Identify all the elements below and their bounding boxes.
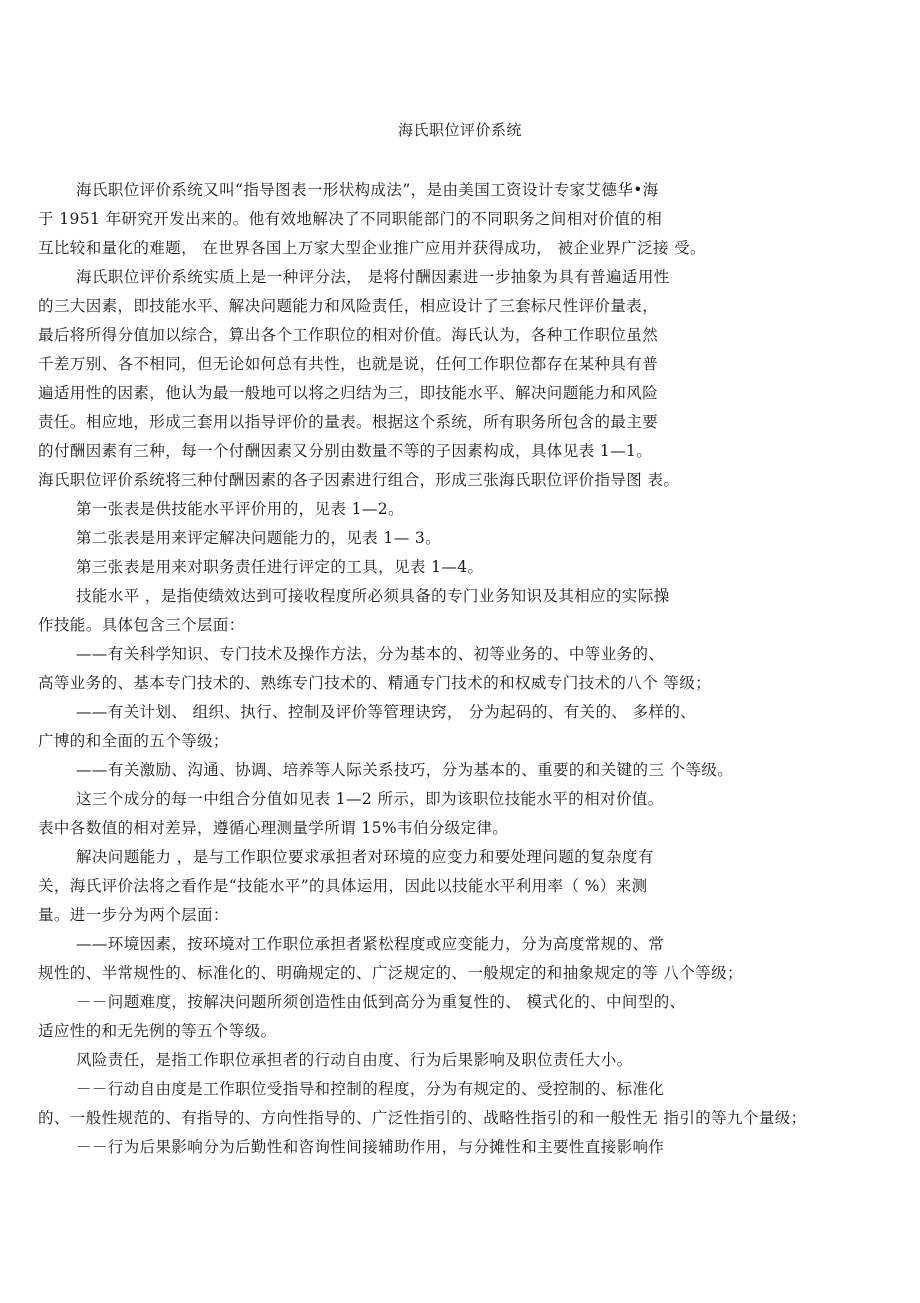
paragraph-line: 第一张表是供技能水平评价用的，见表 1—2。 (76, 500, 404, 518)
paragraph-line: 作技能。具体包含三个层面： (38, 616, 245, 634)
paragraph-line: 技能水平 ，是指使绩效达到可接收程度所必须具备的专门业务知识及其相应的实际操 (76, 587, 670, 605)
paragraph-line: 第三张表是用来对职务责任进行评定的工具，见表 1—4。 (76, 558, 484, 576)
paragraph-line: 的付酬因素有三种，每一个付酬因素又分别由数量不等的子因素构成，具体见表 1—1。 (38, 442, 653, 460)
paragraph-line: 遍适用性的因素，他认为最一般地可以将之归结为三，即技能水平、解决问题能力和风险 (38, 384, 659, 402)
paragraph-line: 海氏职位评价系统将三种付酬因素的各子因素进行组合，形成三张海氏职位评价指导图 表。 (38, 471, 680, 489)
paragraph-line: 的、一般性规范的、有指导的、方向性指导的、广泛性指引的、战略性指引的和一般性无 指引的等九个量级； (38, 1109, 807, 1127)
paragraph-line: ——有关激励、沟通、协调、培养等人际关系技巧，分为基本的、重要的和关键的三 个等级。 (76, 761, 734, 779)
paragraph-line: ——有关计划、 组织、执行、控制及评价等管理诀窍， 分为起码的、有关的、 多样的、 (76, 703, 697, 721)
paragraph-line: 表中各数值的相对差异，遵循心理测量学所谓 15%韦伯分级定律。 (38, 819, 509, 837)
paragraph-line: 高等业务的、基本专门技术的、熟练专门技术的、精通专门技术的和权威专门技术的八个 等级； (38, 674, 712, 692)
paragraph-line: 规性的、半常规性的、标准化的、明确规定的、广泛规定的、一般规定的和抽象规定的等 八个等级； (38, 964, 743, 982)
paragraph-line: 量。进一步分为两个层面： (38, 906, 229, 924)
paragraph-line: 于 1951 年研究开发出来的。他有效地解决了不同职能部门的不同职务之间相对价值的相 (38, 210, 663, 228)
paragraph-line: ——环境因素，按环境对工作职位承担者紧松程度或应变能力，分为高度常规的、常 (76, 935, 665, 953)
paragraph-line: 的三大因素，即技能水平、解决问题能力和风险责任，相应设计了三套标尺性评价量表， (38, 297, 659, 315)
paragraph-line: 关，海氏评价法将之看作是“技能水平”的具体运用，因此以技能水平利用率（ %）来测 (38, 877, 648, 895)
paragraph-line: 海氏职位评价系统实质上是一种评分法， 是将付酬因素进一步抽象为具有普遍适用性 (76, 268, 670, 286)
paragraph-line: 海氏职位评价系统又叫“指导图表一形状构成法”，是由美国工资设计专家艾德华•海 (76, 181, 659, 199)
paragraph-line: －－问题难度，按解决问题所须创造性由低到高分为重复性的、 模式化的、中间型的、 (76, 993, 686, 1011)
paragraph-line: 第二张表是用来评定解决问题能力的，见表 1— 3。 (76, 529, 442, 547)
paragraph-line: 风险责任，是指工作职位承担者的行动自由度、行为后果影响及职位责任大小。 (76, 1051, 633, 1069)
paragraph-line: 适应性的和无先例的等五个等级。 (38, 1022, 277, 1040)
paragraph-line: ——有关科学知识、专门技术及操作方法，分为基本的、初等业务的、中等业务的、 (76, 645, 665, 663)
paragraph-line: 解决问题能力 ，是与工作职位要求承担者对环境的应变力和要处理问题的复杂度有 (76, 848, 654, 866)
paragraph-line: 互比较和量化的难题， 在世界各国上万家大型企业推广应用并获得成功， 被企业界广泛接 受。 (38, 239, 706, 257)
paragraph-line: 最后将所得分值加以综合，算出各个工作职位的相对价值。海氏认为，各种工作职位虽然 (38, 326, 659, 344)
paragraph-line: 千差万别、各不相同，但无论如何总有共性，也就是说，任何工作职位都存在某种具有普 (38, 355, 659, 373)
document-title: 海氏职位评价系统 (397, 121, 522, 139)
paragraph-line: 这三个成分的每一中组合分值如见表 1—2 所示，即为该职位技能水平的相对价值。 (76, 790, 664, 808)
paragraph-line: －－行动自由度是工作职位受指导和控制的程度，分为有规定的、受控制的、标准化 (76, 1080, 665, 1098)
paragraph-line: 责任。相应地，形成三套用以指导评价的量表。根据这个系统，所有职务所包含的最主要 (38, 413, 659, 431)
paragraph-line: 广博的和全面的五个等级； (38, 732, 229, 750)
paragraph-line: －－行为后果影响分为后勤性和咨询性间接辅助作用，与分摊性和主要性直接影响作 (76, 1138, 665, 1156)
